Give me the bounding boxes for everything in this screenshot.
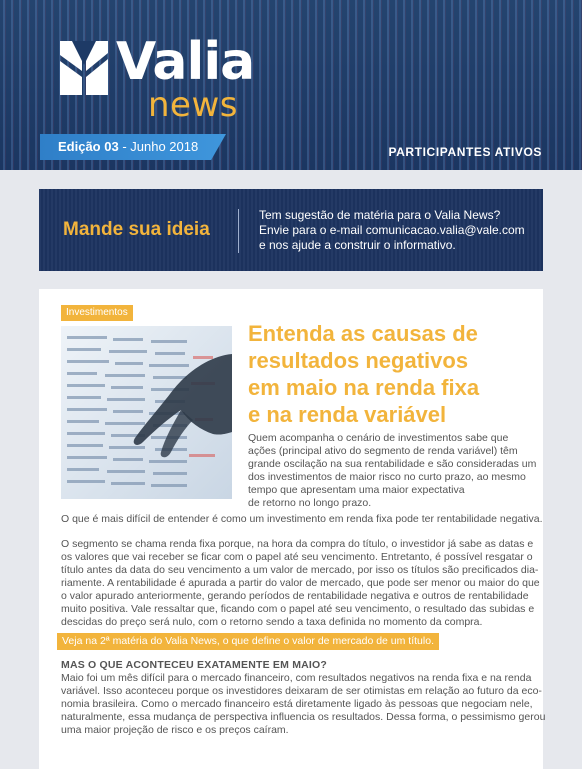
article-lead bbox=[248, 432, 540, 510]
edition-date: - Junho 2018 bbox=[122, 139, 199, 154]
headline-line: resultados negativos bbox=[248, 348, 469, 373]
idea-text bbox=[259, 208, 529, 253]
lead-line: grande oscilação na sua rentabilidade e são consideradas um bbox=[248, 458, 537, 470]
paragraph-line: O que é mais difícil de entender é como um investimento em renda fixa pode ter rentabilidade negativa. bbox=[61, 513, 543, 525]
finance-photo-icon bbox=[61, 326, 232, 499]
valia-logo-icon bbox=[58, 37, 110, 97]
paragraph-line: Maio foi um mês difícil para o mercado financeiro, com resultados negativos na renda fixa e na renda bbox=[61, 672, 532, 684]
paragraph-line: descidas do preço será nulo, com o retorno sendo a taxa definida no momento da compra. bbox=[61, 616, 483, 628]
paragraph-line: variável. Isso aconteceu porque os investidores deixaram de ser otimistas em relação ao futuro da eco- bbox=[61, 685, 542, 697]
idea-title: Mande sua ideia bbox=[63, 219, 210, 240]
paragraph-line: os valores que vai receber se ficar com o papel até seu vencimento. Entretanto, é possível resgatar o bbox=[61, 551, 533, 563]
paragraph-3 bbox=[61, 672, 546, 737]
idea-line: Tem sugestão de matéria para o Valia News? bbox=[259, 208, 501, 222]
category-tag: Investimentos bbox=[61, 305, 133, 321]
lead-line: dos investimentos de maior risco no curto prazo, ao mesmo bbox=[248, 471, 526, 483]
paragraph-line: nomia brasileira. Como o mercado financeiro está diretamente ligado às pessoas que negociam nele, bbox=[61, 698, 533, 710]
newsletter-header bbox=[0, 0, 582, 170]
headline-line: e na renda variável bbox=[248, 402, 447, 427]
idea-line: e nos ajude a construir o informativo. bbox=[259, 238, 456, 252]
headline-line: Entenda as causas de bbox=[248, 321, 478, 346]
highlight-callout[interactable]: Veja na 2ª matéria do Valia News, o que define o valor de mercado de um título. bbox=[57, 633, 439, 650]
idea-divider bbox=[238, 209, 239, 253]
edition-number: Edição 03 bbox=[58, 139, 119, 154]
audience-label: PARTICIPANTES ATIVOS bbox=[388, 145, 542, 159]
paragraph-1 bbox=[61, 513, 543, 526]
paragraph-line: o valor apurado anteriormente, gerando períodos de rentabilidade negativa e outros de rentabilidade bbox=[61, 590, 529, 602]
paragraph-2 bbox=[61, 538, 540, 629]
edition-info bbox=[58, 139, 198, 154]
lead-line: tempo que apresentam uma maior expectativa bbox=[248, 484, 465, 496]
logo-wordmark: Valia bbox=[116, 32, 255, 92]
article-headline bbox=[248, 320, 538, 428]
lead-line: Quem acompanha o cenário de investimentos sabe que bbox=[248, 432, 509, 444]
paragraph-line: naturalmente, essa mudança de perspectiva influencia os resultados. Dessa forma, o pessimismo gerou bbox=[61, 711, 546, 723]
lead-line: de retorno no longo prazo. bbox=[248, 497, 372, 509]
headline-line: em maio na renda fixa bbox=[248, 375, 480, 400]
paragraph-line: riamente. A rentabilidade é apurada a partir do valor de mercado, que pode ser menor ou maior do que bbox=[61, 577, 540, 589]
article-card bbox=[39, 289, 546, 769]
paragraph-line: uma maior projeção de risco e os preços caíram. bbox=[61, 724, 289, 736]
paragraph-line: muito positiva. Vale ressaltar que, ficando com o papel até seu vencimento, o resultado das subidas e bbox=[61, 603, 535, 615]
lead-line: ações (principal ativo do segmento de renda variável) têm bbox=[248, 445, 518, 457]
paragraph-line: título antes da data do seu vencimento a um valor de mercado, por isso os títulos são precificados dia- bbox=[61, 564, 539, 576]
idea-line-email[interactable]: Envie para o e-mail comunicacao.valia@vale.com bbox=[259, 223, 525, 237]
section-subhead: MAS O QUE ACONTECEU EXATAMENTE EM MAIO? bbox=[61, 659, 328, 671]
logo-news-label: news bbox=[148, 85, 238, 125]
idea-banner bbox=[39, 189, 543, 271]
paragraph-line: O segmento se chama renda fixa porque, na hora da compra do título, o investidor já sabe as datas e bbox=[61, 538, 534, 550]
